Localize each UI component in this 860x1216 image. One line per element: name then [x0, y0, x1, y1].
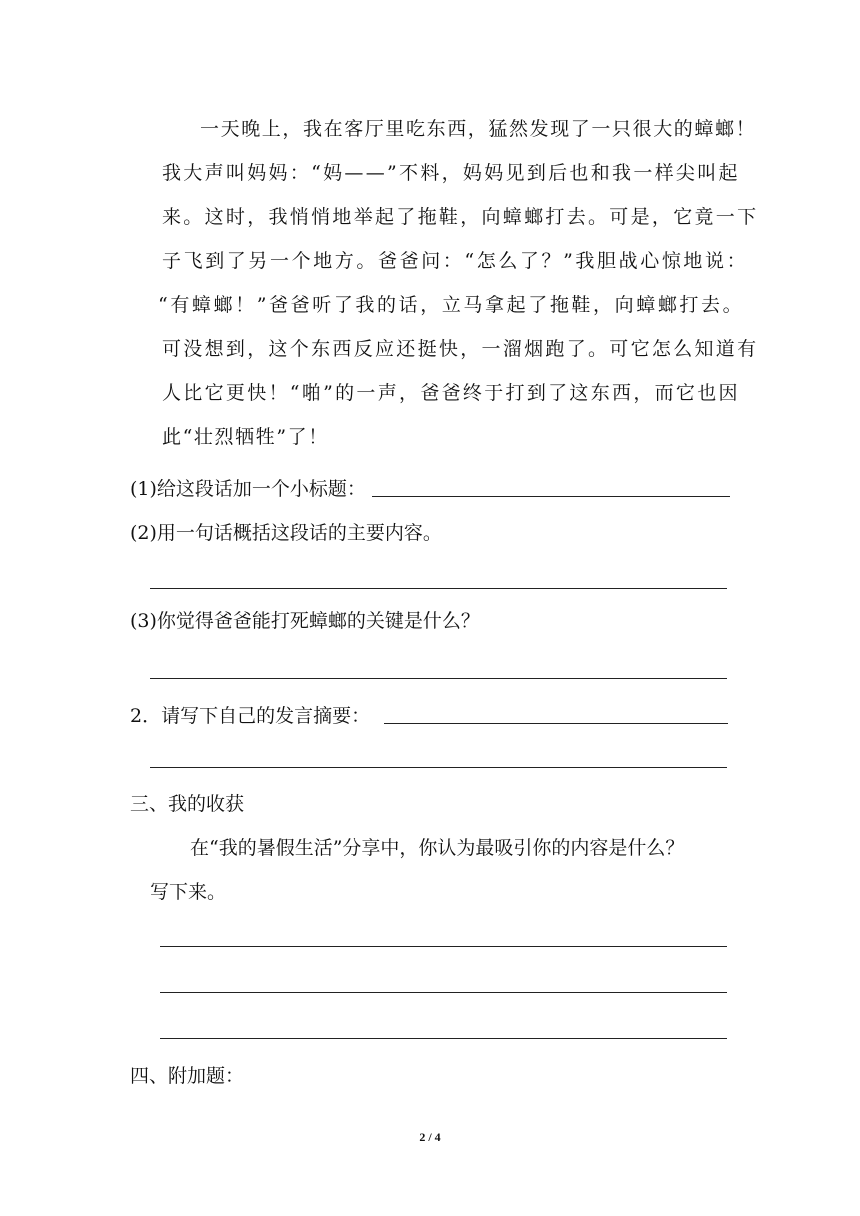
answer-line-s3-c[interactable] — [160, 1038, 727, 1039]
section-4-heading: 四、附加题： — [130, 1065, 245, 1087]
answer-line-s3-b[interactable] — [160, 992, 727, 993]
passage-line-1: 一天晚上，我在客厅里吃东西，猛然发现了一只很大的蟑螂！ — [200, 118, 757, 140]
passage-line-8: 此“壮烈牺牲”了！ — [162, 426, 329, 448]
section-3-prompt-line-1: 在“我的暑假生活”分享中，你认为最吸引你的内容是什么？ — [190, 837, 685, 859]
answer-line-q3[interactable] — [150, 678, 727, 679]
question-2: (2)用一句话概括这段话的主要内容。 — [130, 522, 442, 544]
passage-line-6: 可没想到，这个东西反应还挺快，一溜烟跑了。可它怎么知道有 — [162, 338, 759, 360]
passage-line-3: 来。这时，我悄悄地举起了拖鞋，向蟑螂打去。可是，它竟一下 — [162, 206, 759, 228]
section-3-prompt-line-2: 写下来。 — [150, 881, 227, 903]
passage-line-5: “有蟑螂！”爸爸听了我的话，立马拿起了拖鞋，向蟑螂打去。 — [158, 294, 745, 316]
answer-line-s3-a[interactable] — [160, 946, 727, 947]
answer-line-item2-b[interactable] — [150, 767, 727, 768]
page-number: 2 / 4 — [419, 1130, 441, 1144]
answer-line-q1[interactable] — [372, 496, 730, 497]
answer-line-item2-a[interactable] — [384, 723, 728, 724]
passage-line-4: 子飞到了另一个地方。爸爸问：“怎么了？”我胆战心惊地说： — [162, 250, 749, 272]
answer-line-q2[interactable] — [150, 588, 727, 589]
passage-line-2: 我大声叫妈妈：“妈——”不料，妈妈见到后也和我一样尖叫起 — [162, 162, 740, 184]
question-3: (3)你觉得爸爸能打死蟑螂的关键是什么？ — [130, 610, 480, 632]
passage-line-7: 人比它更快！“啪”的一声，爸爸终于打到了这东西，而它也因 — [162, 382, 740, 404]
item-2-label: 2．请写下自己的发言摘要： — [130, 705, 371, 727]
section-3-heading: 三、我的收获 — [130, 793, 245, 815]
question-1: (1)给这段话加一个小标题： — [130, 478, 366, 500]
